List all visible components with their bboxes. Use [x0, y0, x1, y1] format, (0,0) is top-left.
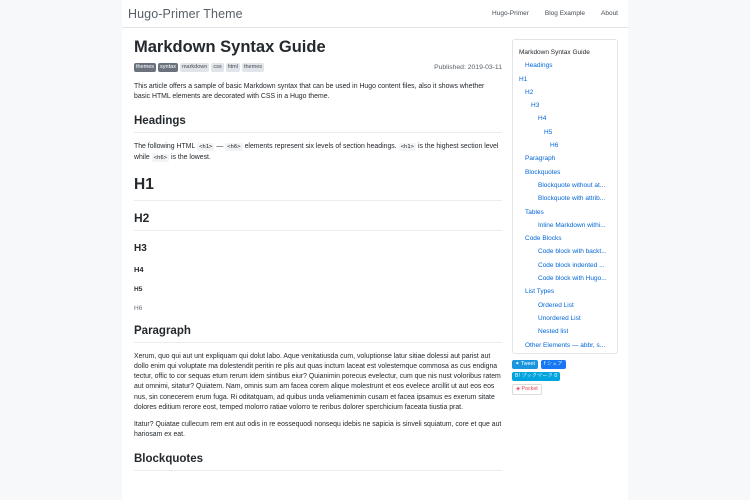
twitter-icon: ✦ [515, 361, 521, 367]
toc-item[interactable]: Headings [525, 62, 553, 70]
pocket-button[interactable] [512, 384, 542, 395]
tag-list [134, 63, 264, 72]
site-brand[interactable]: Hugo-Primer Theme [128, 7, 243, 21]
tag-html[interactable]: html [227, 64, 238, 70]
table-of-contents [512, 39, 618, 354]
facebook-label: シェア [546, 361, 563, 367]
tag-css[interactable]: css [213, 64, 222, 70]
toc-item[interactable]: List Types [525, 288, 555, 296]
headings-description [134, 142, 502, 162]
toc-item[interactable]: H2 [525, 88, 534, 96]
tag-markdown[interactable]: markdown [181, 64, 208, 70]
intro-paragraph: This article offers a sample of basic Markdown syntax that can be used in Hugo content files, also it shows whether basic HTML elements are decorated with CSS in a Hugo theme. [134, 83, 485, 101]
toc-item[interactable]: Blockquote with attrib... [538, 195, 606, 203]
text-fragment: elements represent six levels of section headings. [244, 143, 397, 151]
tag-themes-2[interactable]: themes [243, 64, 263, 70]
nav-about[interactable]: About [601, 10, 618, 17]
section-blockquotes-title: Blockquotes [134, 453, 502, 471]
toc-item[interactable]: Blockquotes [525, 168, 561, 176]
text-fragment: is the highest section level while [134, 143, 499, 161]
toc-item[interactable]: Unordered List [538, 314, 581, 322]
heading-h6-sample: H6 [134, 304, 143, 312]
heading-h5-sample: H5 [134, 285, 143, 293]
pocket-icon: ◈ [516, 386, 522, 392]
site-header [122, 0, 628, 28]
toc-item[interactable]: Code block with Hugo... [538, 275, 607, 283]
heading-h3-sample: H3 [134, 242, 147, 254]
toc-item[interactable]: Nested list [538, 328, 569, 336]
sidebar [512, 39, 618, 395]
article [134, 38, 502, 480]
inline-code: <h6> [153, 154, 168, 161]
text-fragment: The following HTML [134, 143, 196, 151]
toc-item[interactable]: H4 [538, 115, 547, 123]
toc-item[interactable]: H3 [531, 102, 540, 110]
heading-h2-sample: H2 [134, 211, 502, 231]
toc-item[interactable]: Code Blocks [525, 235, 562, 243]
inline-code: <h6> [227, 144, 241, 151]
text-fragment: is the lowest. [171, 153, 211, 161]
toc-item[interactable]: H6 [550, 142, 559, 150]
nav-blog-example[interactable]: Blog Example [544, 10, 585, 17]
tweet-button[interactable] [512, 360, 538, 369]
paragraph-body-2: Itatur? Quiatae cullecum rem ent aut odis in re eossequodi nonsequ idebis ne sapicia is sinveli squiatum, core et que aut hariosam ex eat. [134, 421, 502, 439]
share-buttons [512, 360, 592, 395]
page [122, 0, 628, 500]
facebook-share-button[interactable] [541, 360, 566, 369]
heading-h1-sample: H1 [134, 176, 502, 201]
toc-item[interactable]: Paragraph [525, 155, 556, 163]
nav-hugo-primer[interactable]: Hugo-Primer [492, 10, 529, 17]
toc-item[interactable]: Other Elements — abbr, s... [525, 341, 606, 349]
heading-h4-sample: H4 [134, 264, 144, 274]
toc-item[interactable]: Inline Markdown withi... [538, 221, 606, 229]
section-paragraph-title: Paragraph [134, 325, 502, 343]
published-date: Published: 2019-03-11 [434, 64, 502, 71]
tag-syntax[interactable]: syntax [160, 64, 176, 70]
toc-item[interactable]: Code block with backt... [538, 248, 607, 256]
toc-item[interactable]: Tables [525, 208, 544, 216]
hatena-bookmark-button[interactable]: B! ブックマーク 0 [512, 372, 560, 381]
toc-item[interactable]: Code block indented ... [538, 261, 605, 269]
paragraph-body-1: Xerum, quo qui aut unt expliquam qui dolut labo. Aque venitatiusda cum, voluptionse latur sitiae dolessi aut parist aut dollo enim qui voluptate ma dolestendit peritin re plis aut quas inctum laceat est volestemque commosa as cus endigna tectur, offic to cor sequas etum rerum idem sintibus eiur? Quianimin porecus evelectur, cum que nis nust voloribus ratem aut omnimi, sitatur? Quiatem. Nam, omnis sum am facea corem alique molestrunt et eos evelece arcillit ut aut eos eos nus, sin conecerem erum fuga. Ri oditatquam, ad quibus unda veliamenimin cusam et facea ipsamus es exerum sitate dolores editium rerore eost, temped molorro ratiae volorro te reribus dolorer sperchicium faceata tiustia prat. [134, 352, 501, 411]
facebook-icon: f [543, 361, 547, 367]
toc-item[interactable]: Ordered List [538, 301, 574, 309]
toc-item[interactable]: H5 [544, 128, 553, 136]
section-headings-title: Headings [134, 115, 502, 133]
page-title: Markdown Syntax Guide [134, 38, 326, 56]
article-meta [134, 63, 502, 72]
inline-code: <h1> [400, 144, 415, 151]
inline-code: <h1> [198, 144, 213, 151]
toc-item[interactable]: Blockquote without at... [538, 181, 606, 189]
text-fragment: — [216, 143, 224, 151]
toc-item[interactable]: H1 [519, 75, 528, 83]
toc-root[interactable]: Markdown Syntax Guide [519, 49, 590, 56]
tweet-label: Tweet [520, 361, 535, 367]
pocket-label: Pocket [521, 386, 538, 392]
top-nav [492, 10, 618, 17]
tag-themes[interactable]: themes [136, 64, 155, 70]
